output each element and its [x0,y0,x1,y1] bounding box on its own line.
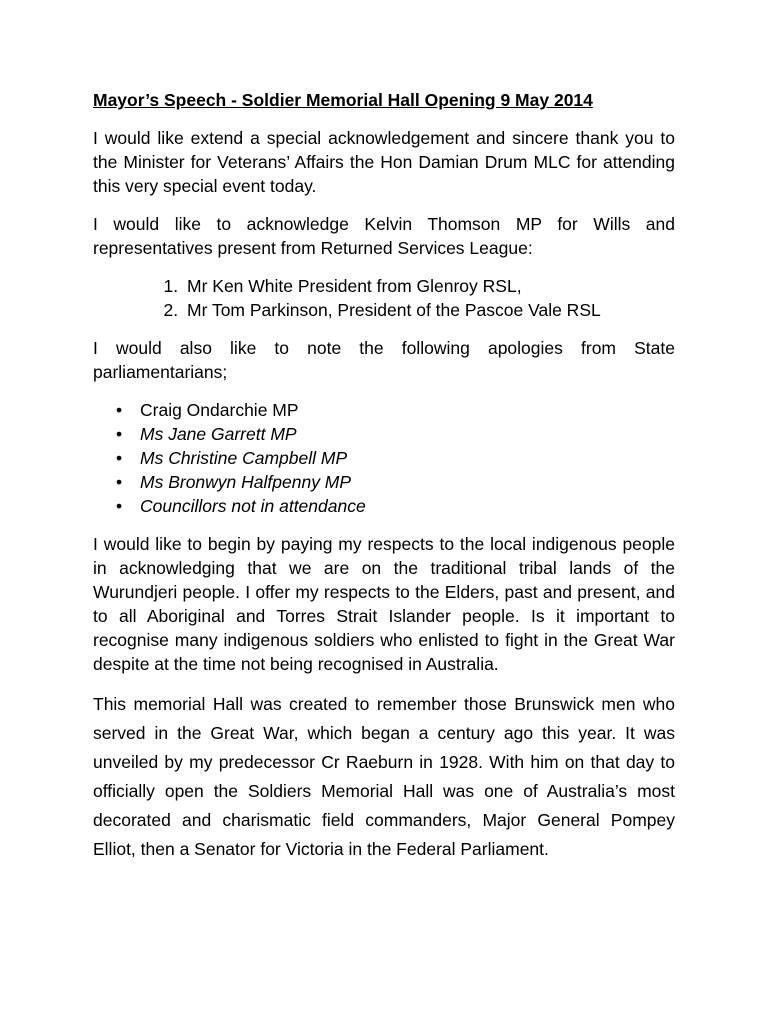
list-item [116,446,675,470]
apology-name: Ms Jane Garrett MP [140,424,297,444]
document-title: Mayor’s Speech - Soldier Memorial Hall Opening 9 May 2014 [93,90,593,110]
bullet-icon: • [116,472,123,492]
apology-name: Craig Ondarchie MP [140,400,299,420]
apology-name: Ms Bronwyn Halfpenny MP [140,472,352,492]
paragraph-minister-acknowledgement: I would like extend a special acknowledgement and sincere thank you to the Minister for Veterans’ Affairs the Hon Damian Drum MLC for attending this very special event today. [93,128,675,196]
bullet-icon: • [116,448,123,468]
list-item [116,470,675,494]
list-item: 2. Mr Tom Parkinson, President of the Pascoe Vale RSL [183,298,675,322]
apologies-list [93,398,675,518]
bullet-icon: • [116,400,123,420]
paragraph-acknowledgement-of-country: I would like to begin by paying my respects to the local indigenous people in acknowledging that we are on the traditional tribal lands of the Wurundjeri people. I offer my respects to the Elders, past and present, and to all Aboriginal and Torres Strait Islander people. Is it important to recognise many indigenous soldiers who enlisted to fight in the Great War despite at the time not being recognised in Australia. [93,534,675,674]
bullet-icon: • [116,496,123,516]
list-item [116,422,675,446]
apology-name: Councillors not in attendance [140,496,366,516]
rsl-representatives-list [93,274,675,322]
bullet-icon: • [116,424,123,444]
paragraph-mp-acknowledgement: I would like to acknowledge Kelvin Thomson MP for Wills and representatives present from Returned Services League: [93,214,675,258]
list-item [116,494,675,518]
apology-name: Ms Christine Campbell MP [140,448,348,468]
document-page [93,88,675,878]
paragraph-apologies-intro: I would also like to note the following apologies from State parliamentarians; [93,338,675,382]
paragraph-memorial-hall-history: This memorial Hall was created to remember those Brunswick men who served in the Great War, which began a century ago this year. It was unveiled by my predecessor Cr Raeburn in 1928. With him on that day to officially open the Soldiers Memorial Hall was one of Australia’s most decorated and charismatic field commanders, Major General Pompey Elliot, then a Senator for Victoria in the Federal Parliament. [93,694,675,859]
list-item: 1. Mr Ken White President from Glenroy RSL, [183,274,675,298]
list-item [116,398,675,422]
